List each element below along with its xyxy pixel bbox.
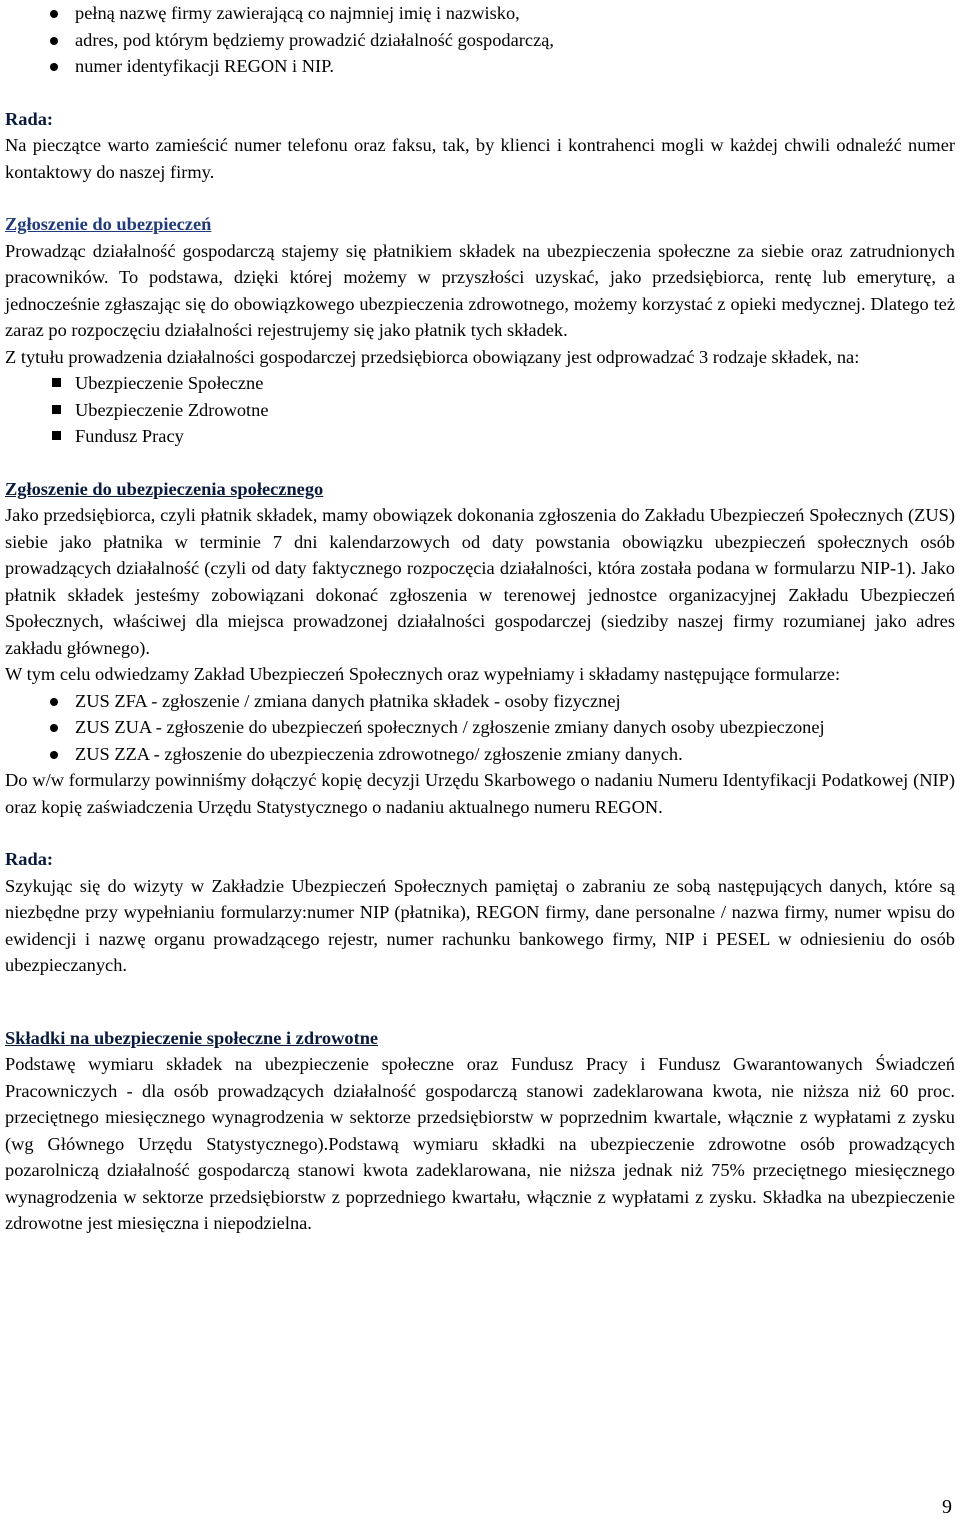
page-number: 9 [942, 1496, 952, 1518]
section-heading-contributions: Składki na ubezpieczenie społeczne i zdrowotne [5, 1027, 379, 1048]
list-item: Ubezpieczenie Zdrowotne [5, 397, 955, 424]
list-item: pełną nazwę firmy zawierającą co najmniej imię i nazwisko, [5, 0, 955, 27]
paragraph: W tym celu odwiedzamy Zakład Ubezpieczeń Społecznych oraz wypełniamy i składamy następujące formularze: [5, 664, 841, 684]
tip-label: Rada: [5, 108, 54, 129]
list-item: ZUS ZUA - zgłoszenie do ubezpieczeń społecznych / zgłoszenie zmiany danych osoby ubezpieczonej [5, 714, 955, 741]
paragraph: Jako przedsiębiorca, czyli płatnik składek, mamy obowiązek dokonania zgłoszenia do Zakładu Ubezpieczeń Społecznych (ZUS) siebie jako płatnika w terminie 7 dni kalendarzowych od daty powstania obowiązku ubezpieczeń społecznych osób prowadzących działalność (czyli od daty faktycznego rozpoczęcia działalności, która została podana w formularzu NIP-1). Jako płatnik składek jesteśmy zobowiązani dokonać zgłoszenia w terenowej jednostce organizacyjnej Zakładu Ubezpieczeń Społecznych, właściwej dla miejsca prowadzonej działalności gospodarczej (siedziby naszej firmy rozumianej jako adres zakładu głównego). [5, 505, 955, 658]
paragraph: Z tytułu prowadzenia działalności gospodarczej przedsiębiorca obowiązany jest odprowadzać 3 rodzaje składek, na: [5, 346, 860, 367]
document-page [5, 0, 955, 1237]
list-item: ZUS ZFA - zgłoszenie / zmiana danych płatnika składek - osoby fizycznej [5, 688, 955, 715]
list-item: Ubezpieczenie Społeczne [5, 370, 955, 397]
paragraph: Prowadząc działalność gospodarczą stajemy się płatnikiem składek na ubezpieczenia społeczne za siebie oraz zatrudnionych pracowników. To podstawa, dzięki której możemy w przyszłości uzyskać, jako przedsiębiorca, rentę lub emeryturę, a jednocześnie zgłaszając się do obowiązkowego ubezpieczenia zdrowotnego, możemy korzystać z opieki medycznej. Dlatego też zaraz po rozpoczęciu działalności rejestrujemy się jako płatnik tych składek. [5, 240, 955, 340]
paragraph: Podstawę wymiaru składek na ubezpieczenie społeczne oraz Fundusz Pracy i Fundusz Gwarantowanych Świadczeń Pracowniczych - dla osób prowadzących działalność gospodarczą stanowi zadeklarowana kwota, nie niższa niż 60 proc. przeciętnego miesięcznego wynagrodzenia w sektorze przedsiębiorstw w poprzednim kwartale, włącznie z wypłatami z zysku (wg Głównego Urzędu Statystycznego).Podstawą wymiaru składki na ubezpieczenie zdrowotne osób prowadzących pozarolniczą działalność gospodarczą stanowi kwota zadeklarowana, nie niższa jednak niż 75% przeciętnego miesięcznego wynagrodzenia w sektorze przedsiębiorstw z poprzedniego kwartału, włącznie z wypłatami z zysku. Składka na ubezpieczenie zdrowotne jest miesięczna i niepodzielna. [5, 1054, 955, 1233]
list-item: Fundusz Pracy [5, 423, 955, 450]
top-bullet-list [5, 0, 955, 80]
tip-label: Rada: [5, 849, 54, 869]
tip-text: Szykując się do wizyty w Zakładzie Ubezpieczeń Społecznych pamiętaj o zabraniu ze sobą następujących danych, które są niezbędne przy wypełnianiu formularzy:numer NIP (płatnika), REGON firmy, dane personalne / nazwa firmy, numer wpisu do ewidencji i nazwę organu prowadzącego rejestr, numer rachunku bankowego firmy, NIP i PESEL w odniesieniu do osób ubezpieczanych. [5, 875, 955, 975]
list-item: numer identyfikacji REGON i NIP. [5, 53, 955, 80]
list-item: ZUS ZZA - zgłoszenie do ubezpieczenia zdrowotnego/ zgłoszenie zmiany danych. [5, 741, 955, 768]
tip-text: Na pieczątce warto zamieścić numer telefonu oraz faksu, tak, by klienci i kontrahenci mogli w każdej chwili odnaleźć numer kontaktowy do naszej firmy. [5, 135, 955, 182]
section-heading-social-insurance: Zgłoszenie do ubezpieczenia społecznego [5, 478, 324, 499]
forms-list [5, 688, 955, 768]
list-item: adres, pod którym będziemy prowadzić działalność gospodarczą, [5, 27, 955, 54]
contributions-list [5, 370, 955, 450]
paragraph: Do w/w formularzy powinniśmy dołączyć kopię decyzji Urzędu Skarbowego o nadaniu Numeru Identyfikacji Podatkowej (NIP) oraz kopię zaświadczenia Urzędu Statystycznego o nadaniu aktualnego numeru REGON. [5, 770, 955, 817]
section-heading-insurance-registration: Zgłoszenie do ubezpieczeń [5, 214, 212, 234]
